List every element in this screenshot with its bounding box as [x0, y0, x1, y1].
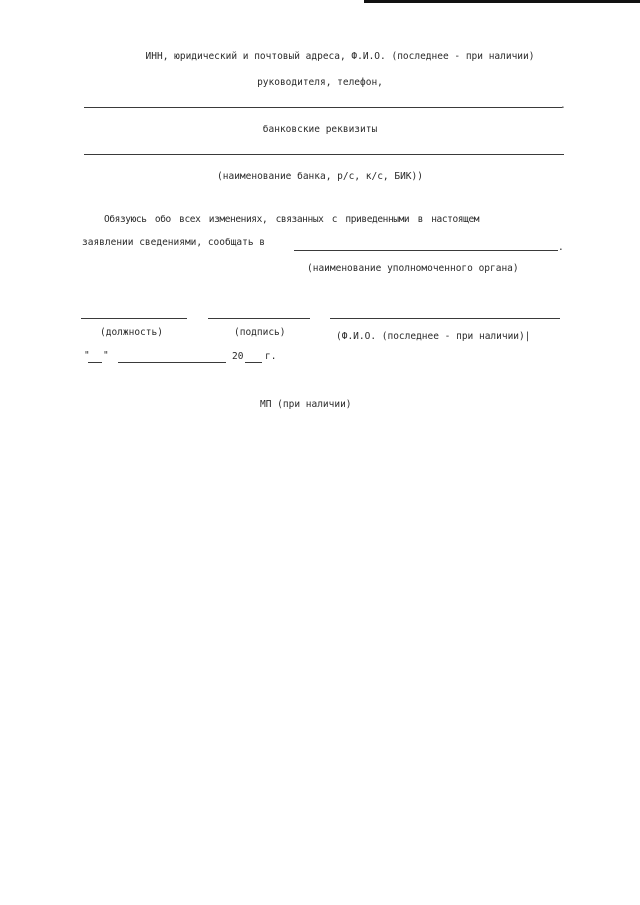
signature-input-line[interactable]	[208, 318, 310, 319]
requisites-line-end: .	[560, 100, 566, 111]
date-quote-close: "	[103, 350, 109, 361]
signature-label: (подпись)	[234, 327, 286, 338]
commitment-line-2: заявлении сведениями, сообщать в	[82, 237, 266, 248]
bank-label: банковские реквизиты	[262, 124, 378, 135]
date-year-prefix: 20	[232, 351, 244, 362]
bank-caption: (наименование банка, р/с, к/с, БИК))	[217, 171, 423, 182]
authority-line-end: .	[558, 242, 564, 253]
bank-input-line[interactable]	[84, 154, 564, 155]
authority-input-line[interactable]	[294, 250, 558, 251]
header-line-1: ИНН, юридический и почтовый адреса, Ф.И.О. (последнее - при наличии)	[145, 51, 535, 62]
date-month-input-line[interactable]	[118, 362, 226, 363]
name-label: (Ф.И.О. (последнее - при наличии)|	[336, 331, 531, 342]
date-year-input-line[interactable]	[245, 362, 262, 363]
name-input-line[interactable]	[330, 318, 560, 319]
date-year-suffix: г.	[265, 351, 277, 362]
authority-caption: (наименование уполномоченного органа)	[307, 263, 519, 274]
requisites-input-line[interactable]	[84, 107, 562, 108]
date-quote-open: "	[84, 350, 90, 361]
stamp-label: МП (при наличии)	[260, 399, 352, 410]
position-label: (должность)	[100, 327, 163, 338]
date-day-input-line[interactable]	[88, 362, 102, 363]
scan-edge-mark	[364, 0, 640, 3]
position-input-line[interactable]	[81, 318, 187, 319]
commitment-line-1: Обязуюсь обо всех изменениях, связанных с приведенными в настоящем	[104, 214, 480, 225]
header-line-2: руководителя, телефон,	[257, 77, 383, 88]
